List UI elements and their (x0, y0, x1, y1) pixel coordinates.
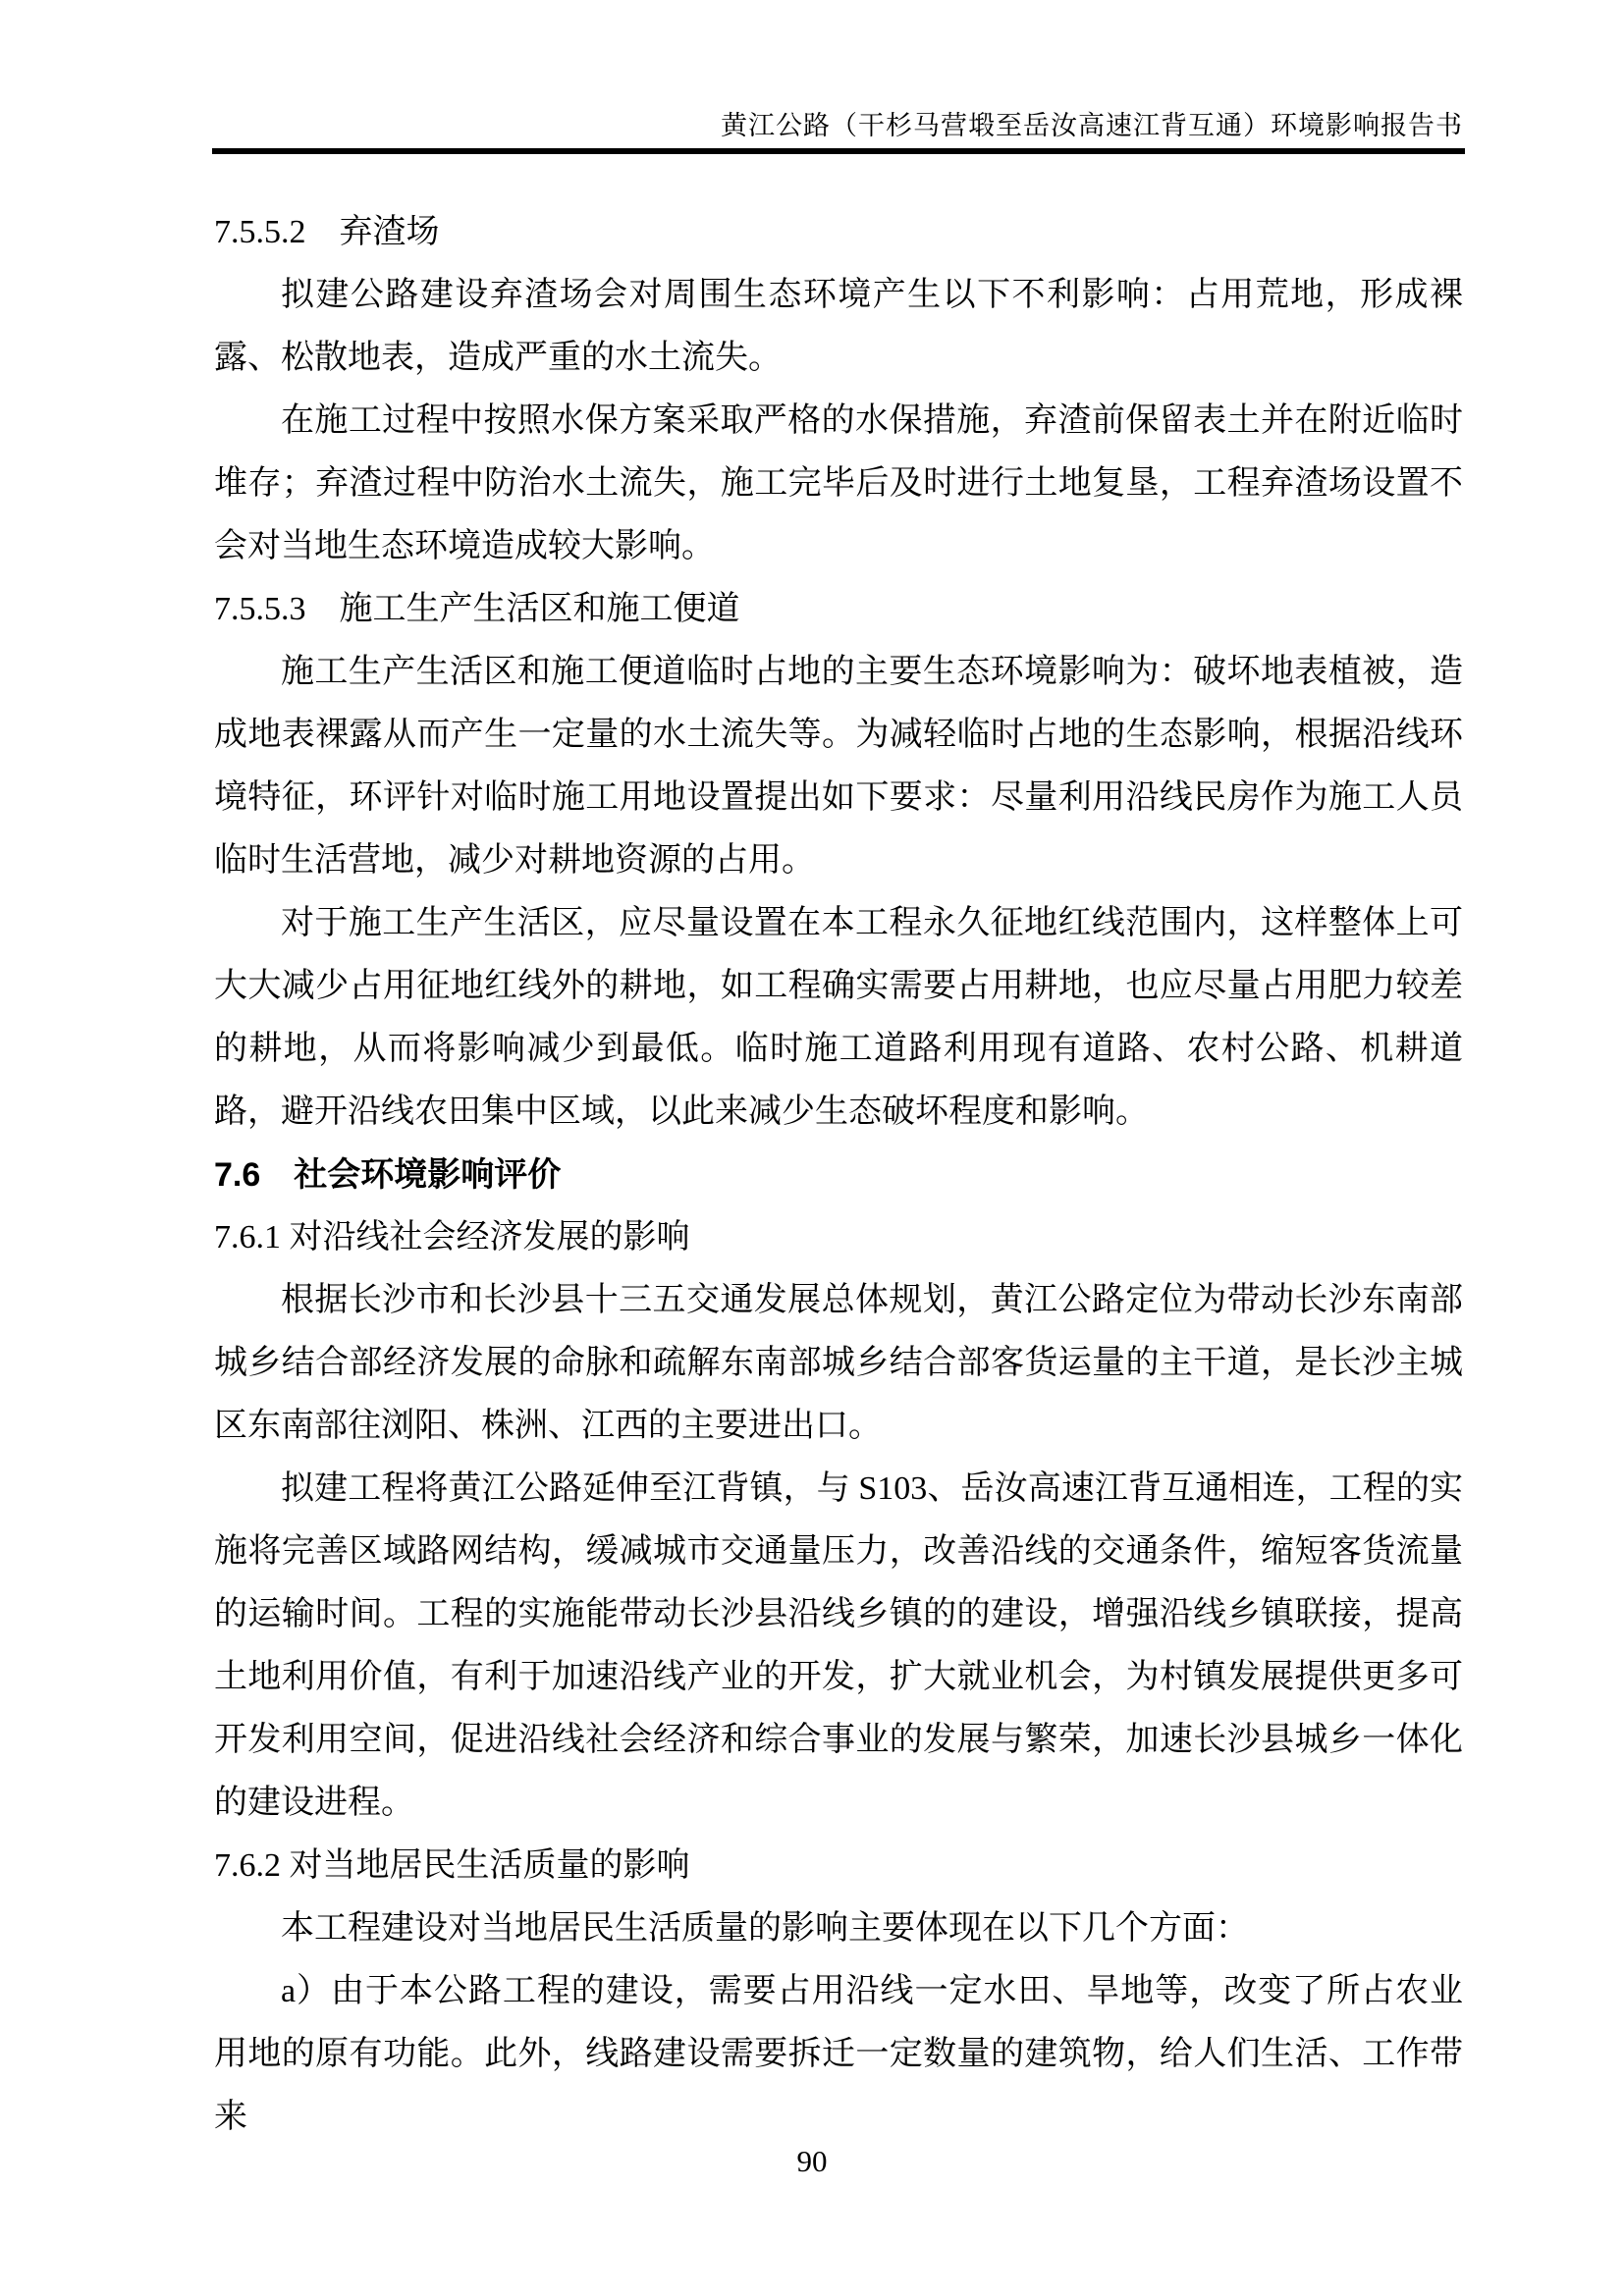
document-body (214, 201, 1463, 2149)
page-footer (0, 2140, 1624, 2183)
paragraph-dump-measures: 在施工过程中按照水保方案采取严格的水保措施，弃渣前保留表土并在附近临时堆存；弃渣过程中防治水土流失，施工完毕后及时进行土地复垦，工程弃渣场设置不会对当地生态环境造成较大影响。 (214, 402, 1463, 564)
paragraph-economy-plan: 根据长沙市和长沙县十三五交通发展总体规划，黄江公路定位为带动长沙东南部城乡结合部经济发展的命脉和疏解东南部城乡结合部客货运量的主干道，是长沙主城区东南部往浏阳、株洲、江西的主要进出口。 (214, 1282, 1463, 1444)
paragraph-camp-impact: 施工生产生活区和施工便道临时占地的主要生态环境影响为：破坏地表植被，造成地表裸露从而产生一定量的水土流失等。为减轻临时占地的生态影响，根据沿线环境特征，环评针对临时施工用地设置提出如下要求：尽量利用沿线民房作为施工人员临时生活营地，减少对耕地资源的占用。 (214, 654, 1463, 879)
paragraph-dump-impact: 拟建公路建设弃渣场会对周围生态环境产生以下不利影响：占用荒地，形成裸露、松散地表，造成严重的水土流失。 (214, 277, 1463, 376)
header-rule (212, 148, 1465, 154)
section-heading-7-6-2: 7.6.2 对当地居民生活质量的影响 (214, 1847, 690, 1884)
paragraph-life-quality: 本工程建设对当地居民生活质量的影响主要体现在以下几个方面： (281, 1910, 1249, 1947)
paragraph-road-benefit: 拟建工程将黄江公路延伸至江背镇，与 S103、岳汝高速江背互通相连，工程的实施将完善区域路网结构，缓减城市交通量压力，改善沿线的交通条件，缩短客货流量的运输时间。工程的实施能带动长沙县沿线乡镇的的建设，增强沿线乡镇联接，提高土地利用价值，有利于加速沿线产业的开发，扩大就业机会，为村镇发展提供更多可开发利用空间，促进沿线社会经济和综合事业的发展与繁荣，加速长沙县城乡一体化的建设进程。 (214, 1470, 1463, 1821)
section-heading-7-6-1: 7.6.1 对沿线社会经济发展的影响 (214, 1219, 690, 1255)
paragraph-camp-siting: 对于施工生产生活区，应尽量设置在本工程永久征地红线范围内，这样整体上可大大减少占用征地红线外的耕地，如工程确实需要占用耕地，也应尽量占用肥力较差的耕地，从而将影响减少到最低。临时施工道路利用现有道路、农村公路、机耕道路，避开沿线农田集中区域，以此来减少生态破坏程度和影响。 (214, 905, 1463, 1130)
page-number: 90 (796, 2144, 828, 2178)
paragraph-item-a: a）由于本公路工程的建设，需要占用沿线一定水田、旱地等，改变了所占农业用地的原有功能。此外，线路建设需要拆迁一定数量的建筑物，给人们生活、工作带来 (214, 1973, 1463, 2135)
header-title: 黄江公路（干杉马营塅至岳汝高速江背互通）环境影响报告书 (721, 111, 1463, 140)
section-heading-7-5-5-3: 7.5.5.3 施工生产生活区和施工便道 (214, 591, 740, 627)
section-heading-7-5-5-2: 7.5.5.2 弃渣场 (214, 214, 440, 250)
section-heading-7-6: 7.6 社会环境影响评价 (214, 1156, 562, 1194)
